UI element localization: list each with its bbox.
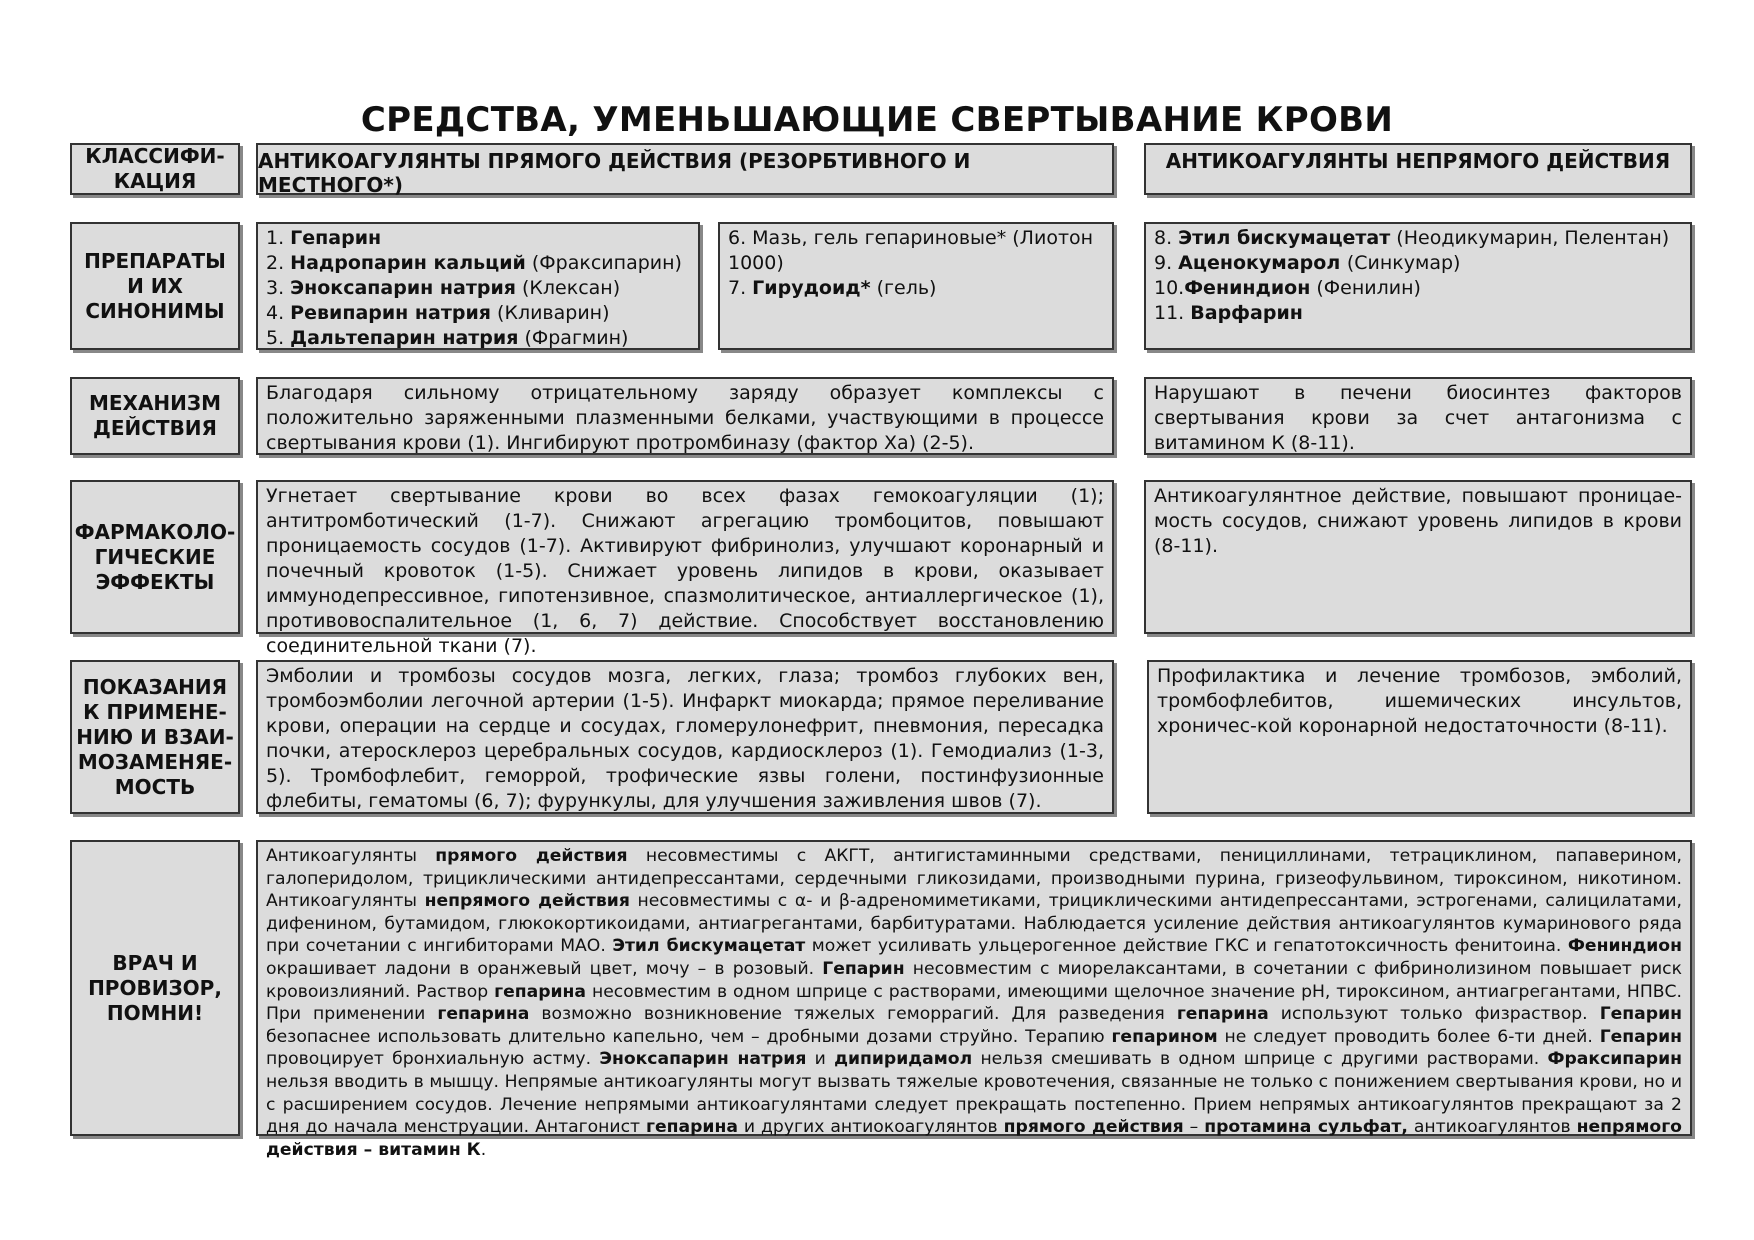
reminder-segment: несовместим с миорелаксантами, в сочетании с фибринолизином повышает риск кровоизлияний. Раствор — [266, 958, 1682, 1002]
reminder-paragraph — [266, 845, 1682, 1161]
emphasis-text: дипиридамол — [834, 1049, 973, 1070]
reminder-label — [70, 840, 240, 1136]
indirect-effects-text: Антикоагулянтное действие, повышают проницае-мость сосудов, снижают уровень липидов в крови (8-11). — [1144, 480, 1692, 634]
emphasis-text: гепарина — [437, 1004, 530, 1025]
drug-item: 5. Дальтепарин натрия (Фрагмин) — [266, 327, 629, 349]
effects-label-text: ФАРМАКОЛО- ГИЧЕСКИЕ ЭФФЕКТЫ — [74, 519, 236, 594]
reminder-segment: и — [806, 1049, 835, 1070]
emphasis-text: Фраксипарин — [1547, 1049, 1682, 1070]
reminder-segment: нельзя вводить в мышцу. Непрямые антикоагулянты могут вызвать тяжелые кровотечения, связанные не только с понижением свертывания крови, но и с расширением сосудов. Лечение непрямыми антикоагулянтами следует прекращать постепенно. Прием непрямых антикоагулянтов прекращают за 2 дня до начала менструации. Антагонист — [266, 1071, 1682, 1138]
drug-item: 6. Мазь, гель гепариновые* (Лиотон 1000) — [728, 227, 1094, 274]
direct-mechanism-text: Благодаря сильному отрицательному заряду образует комплексы с положительно заряженными плазменными белками, участвующими в процессе свертывания крови (1). Ингибируют протромбиназу (фактор Ха) (2-5). — [256, 377, 1114, 455]
emphasis-text: Фениндион — [1567, 936, 1682, 957]
emphasis-text: Гепарин — [822, 958, 905, 979]
reminder-segment: Антикоагулянты — [266, 846, 436, 866]
drug-item: 1. Гепарин — [266, 227, 382, 249]
indications-label-text: ПОКАЗАНИЯ К ПРИМЕНЕ- НИЮ И ВЗАИ- МОЗАМЕНЯЕ- МОСТЬ — [76, 674, 234, 799]
direct-indications-text: Эмболии и тромбозы сосудов мозга, легких, глаза; тромбоз глубоких вен, тромбоэмболии легочной артерии (1-5). Инфаркт миокарда; прямое переливание крови, операции на сердце и сосудах, гломерулонефрит, пневмония, пересадка почки, атеросклероз церебральных сосудов, кардиосклероз (1). Гемодиализ (1-3, 5). Тромбофлебит, геморрой, трофические язвы голени, постинфузионные флебиты, гематомы (6, 7); фурункулы, для улучшения заживления швов (7). — [256, 660, 1114, 814]
reminder-segment: несовместимы с АКГТ, антигистаминными средствами, пенициллинами, тетрациклином, папаверином, галоперидолом, трициклическими антидепрессантами, сердечными гликозидами, производными пурина, гризеофульвином, тироксином, никотином. Антикоагулянты — [266, 846, 1682, 912]
emphasis-text: Этил бискумацетат — [612, 936, 806, 957]
direct-effects-text: Угнетает свертывание крови во всех фазах гемокоагуляции (1); антитромботический (1-7). Снижают агрегацию тромбоцитов, повышают проницаемость сосудов (1-7). Активируют фибринолиз, улучшают коронарный и почечный кровоток (1-5). Снижает уровень липидов в крови, оказывает иммунодепрессивное, гипотензивное, спазмолитическое, антиаллергическое (1), противовоспалительное (1, 6, 7) действие. Способствует восстановлению соединительной ткани (7). — [256, 480, 1114, 634]
reminder-segment: нельзя смешивать в одном шприце с другими растворами. — [972, 1049, 1548, 1070]
emphasis-text: Эноксапарин натрия — [599, 1049, 807, 1070]
drug-item: 10.Фениндион (Фенилин) — [1154, 277, 1421, 299]
reminder-segment: несовместимы с α- и β-адреномиметиками, трициклическими антидепрессантами, эстрогенами, салицилатами, дифенином, бутамидом, глюкокортикоидами, антиагрегантами, барбитуратами. Наблюдается усиление действия антикоагулянтов кумаринового ряда при сочетании с ингибиторами МАО. — [266, 891, 1682, 957]
effects-label — [70, 480, 240, 634]
page-title: СРЕДСТВА, УМЕНЬШАЮЩИЕ СВЕРТЫВАНИЕ КРОВИ — [360, 100, 1394, 140]
emphasis-text: непрямого действия – витамин К — [266, 1117, 1682, 1160]
emphasis-text: гепарина — [646, 1117, 738, 1138]
direct-header-text: АНТИКОАГУЛЯНТЫ ПРЯМОГО ДЕЙСТВИЯ (РЕЗОРБТИВНОГО И МЕСТНОГО*) — [258, 149, 971, 197]
emphasis-text: гепарина — [1176, 1004, 1269, 1025]
drugs-label-text: ПРЕПАРАТЫ И ИХ СИНОНИМЫ — [84, 248, 226, 323]
reminder-segment: не следует проводить более 6-ти дней. — [1217, 1026, 1600, 1047]
reminder-label-text: ВРАЧ И ПРОВИЗОР, ПОМНИ! — [88, 950, 222, 1025]
drug-item: 4. Ревипарин натрия (Кливарин) — [266, 302, 610, 324]
reminder-segment: провоцирует бронхиальную астму. — [266, 1049, 600, 1070]
reminder-segment: и других антиокоагулянтов — [737, 1117, 1004, 1138]
emphasis-text: протамина сульфат, — [1204, 1117, 1408, 1138]
mechanism-label — [70, 377, 240, 455]
reminder-segment: может усиливать ульцерогенное действие ГКС и гепатотоксичность фенитоина. — [805, 936, 1568, 957]
reminder-segment: . — [480, 1139, 487, 1160]
indirect-drug-list — [1144, 222, 1692, 350]
drug-item: 2. Надропарин кальций (Фраксипарин) — [266, 252, 682, 274]
reminder-segment: возможно возникновение тяжелых геморрагий. Для разведения — [529, 1004, 1177, 1025]
reminder-text — [256, 840, 1692, 1160]
drug-item: 8. Этил бискумацетат (Неодикумарин, Пелентан) — [1154, 227, 1670, 249]
indirect-indications-text: Профилактика и лечение тромбозов, эмболий, тромбофлебитов, ишемических инсультов, хроничес-кой коронарной недостаточности (8-11). — [1147, 660, 1692, 814]
emphasis-text: гепарином — [1111, 1026, 1218, 1047]
drug-item: 11. Варфарин — [1154, 302, 1303, 324]
reminder-segment: безопаснее использовать длительно капельно, чем – дробными дозами струйно. Терапию — [266, 1026, 1112, 1047]
emphasis-text: Гепарин — [1599, 1026, 1682, 1047]
drugs-label — [70, 222, 240, 350]
reminder-segment: окрашивает ладони в оранжевый цвет, мочу – в розовый. — [266, 958, 823, 979]
drug-item: 9. Аценокумарол (Синкумар) — [1154, 252, 1461, 274]
classification-label — [70, 143, 240, 195]
reminder-segment: антикоагулянтов — [1407, 1117, 1577, 1138]
indirect-mechanism-text: Нарушают в печени биосинтез факторов свертывания крови за счет антагонизма с витамином К (8-11). — [1144, 377, 1692, 455]
indirect-header-text: АНТИКОАГУЛЯНТЫ НЕПРЯМОГО ДЕЙСТВИЯ — [1165, 149, 1671, 173]
indirect-anticoagulants-header — [1144, 143, 1692, 195]
reminder-segment: – — [1183, 1117, 1205, 1138]
drug-item: 3. Эноксапарин натрия (Клексан) — [266, 277, 621, 299]
mechanism-label-text: МЕХАНИЗМ ДЕЙСТВИЯ — [88, 391, 222, 440]
emphasis-text: непрямого действия — [424, 891, 630, 912]
indications-label — [70, 660, 240, 814]
reminder-segment: несовместим в одном шприце с растворами, имеющими щелочное значение рН, тироксином, антиагрегантами, НПВС. При применении — [266, 981, 1683, 1025]
emphasis-text: прямого действия — [435, 846, 628, 866]
classification-label-text: КЛАССИФИ- КАЦИЯ — [85, 144, 225, 193]
drug-item: 7. Гирудоид* (гель) — [728, 277, 937, 299]
emphasis-text: Гепарин — [1599, 1004, 1682, 1025]
direct-anticoagulants-header — [256, 143, 1114, 195]
reminder-segment: используют только физраствор. — [1268, 1004, 1600, 1025]
emphasis-text: прямого действия — [1003, 1117, 1184, 1138]
direct-resorptive-drug-list — [256, 222, 700, 350]
direct-local-drug-list — [718, 222, 1114, 350]
emphasis-text: гепарина — [494, 981, 587, 1002]
